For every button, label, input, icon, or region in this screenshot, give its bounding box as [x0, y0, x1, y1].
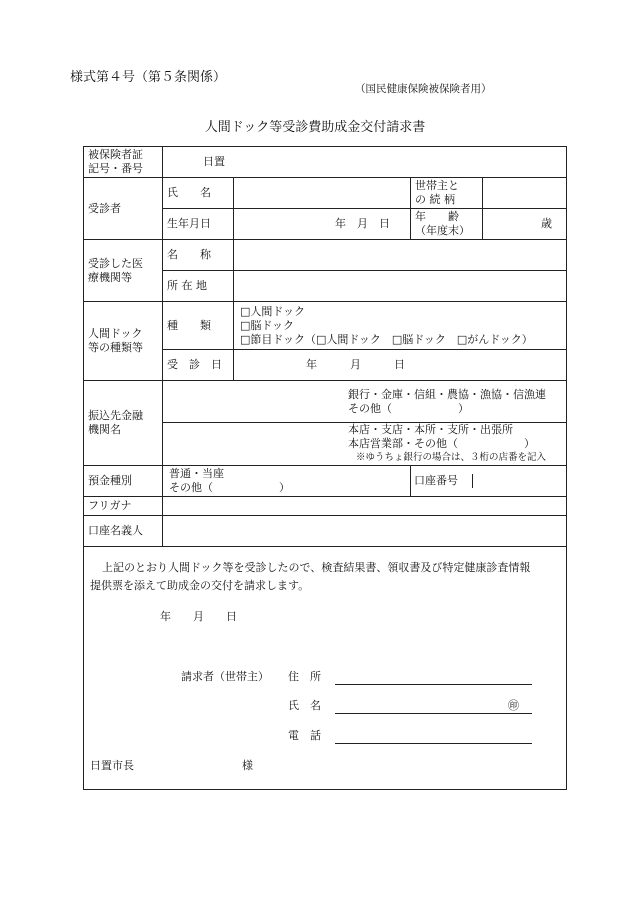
claimant-address-label: 住 所	[288, 670, 321, 683]
bank-institution-types: 銀行・金庫・信組・農協・漁協・信漁連	[348, 387, 546, 401]
checkup-type-options[interactable]	[234, 302, 567, 350]
seal-mark: ㊞	[508, 699, 519, 712]
facility-name-field[interactable]	[234, 240, 567, 271]
facility-address-label: 所 在 地	[163, 271, 234, 302]
name-field[interactable]	[234, 178, 411, 209]
name-label: 氏 名	[163, 178, 234, 209]
insured-number-label: 被保険者証 記号・番号	[84, 147, 163, 178]
form-number: 様式第４号（第５条関係）	[70, 70, 227, 85]
application-table	[83, 146, 567, 790]
account-holder-label: 口座名義人	[84, 516, 163, 547]
furigana-field[interactable]	[163, 497, 567, 516]
checkup-type-label: 種 類	[163, 302, 234, 350]
furigana-label: フリガナ	[84, 497, 163, 516]
birthdate-label: 生年月日	[163, 209, 234, 240]
relation-field[interactable]	[483, 178, 567, 209]
facility-label: 受診した医 療機関等	[84, 240, 163, 302]
claimant-name-label: 氏 名	[288, 699, 321, 712]
account-number-label: 口座番号	[411, 474, 473, 488]
option-ningen-dock[interactable]: □人間ドック	[240, 304, 305, 318]
checkup-label: 人間ドック 等の種類等	[84, 302, 163, 381]
relation-label: 世帯主と の 続 柄	[411, 178, 483, 209]
form-subtitle: （国民健康保険被保険者用）	[355, 83, 492, 95]
recipient-label: 受診者	[84, 178, 163, 240]
option-brain-dock[interactable]: □脳ドック	[240, 318, 294, 332]
deposit-type-options[interactable]: 普通・当座 その他（ ）	[163, 466, 411, 497]
facility-name-label: 名 称	[163, 240, 234, 271]
birthdate-field[interactable]	[234, 209, 411, 240]
declaration-text-line1: 上記のとおり人間ドック等を受診したので、検査結果書、領収書及び特定健康診査情報	[102, 561, 531, 574]
bank-branch-field[interactable]	[163, 423, 567, 466]
request-date[interactable]: 年 月 日	[160, 610, 237, 623]
bank-institution-field[interactable]	[163, 381, 567, 423]
deposit-type-label: 預金種別	[84, 466, 163, 497]
birthdate-placeholder: 年 月 日	[335, 217, 390, 230]
claimant-phone-label: 電 話	[288, 729, 321, 742]
age-unit: 歳	[541, 217, 552, 230]
bank-branch-types: 本店・支店・本所・支所・出張所	[348, 423, 513, 436]
facility-address-field[interactable]	[234, 271, 567, 302]
age-field[interactable]	[483, 209, 567, 240]
age-label: 年 齢 （年度末）	[411, 209, 483, 240]
bank-institution-other: その他（ ）	[348, 401, 469, 415]
bank-note: ※ゆうちょ銀行の場合は、３桁の店番を記入	[356, 452, 547, 463]
declaration-section	[84, 547, 567, 790]
form-title: 人間ドック等受診費助成金交付請求書	[204, 120, 426, 135]
declaration-text-line2: 提供票を添えて助成金の交付を請求します。	[90, 579, 310, 592]
checkup-date-field[interactable]	[234, 350, 567, 381]
claimant-phone-field[interactable]	[335, 729, 532, 744]
honorific: 様	[242, 759, 253, 772]
checkup-date-placeholder: 年 月 日	[306, 358, 405, 371]
claimant-address-field[interactable]	[335, 670, 532, 685]
account-number-field[interactable]	[411, 466, 567, 497]
insured-number-field[interactable]	[163, 147, 567, 178]
addressee: 日置市長	[90, 759, 134, 772]
insured-number-prefix: 日置	[203, 155, 225, 168]
bank-label: 振込先金融 機関名	[84, 381, 163, 466]
claimant-label: 請求者（世帯主）	[181, 670, 269, 683]
bank-branch-other: 本店営業部・その他（ ）	[348, 437, 535, 450]
option-milestone-dock[interactable]: □節目ドック（□人間ドック □脳ドック □がんドック）	[240, 332, 533, 346]
account-holder-field[interactable]	[163, 516, 567, 547]
claimant-name-field[interactable]	[335, 699, 532, 714]
checkup-date-label: 受 診 日	[163, 350, 234, 381]
